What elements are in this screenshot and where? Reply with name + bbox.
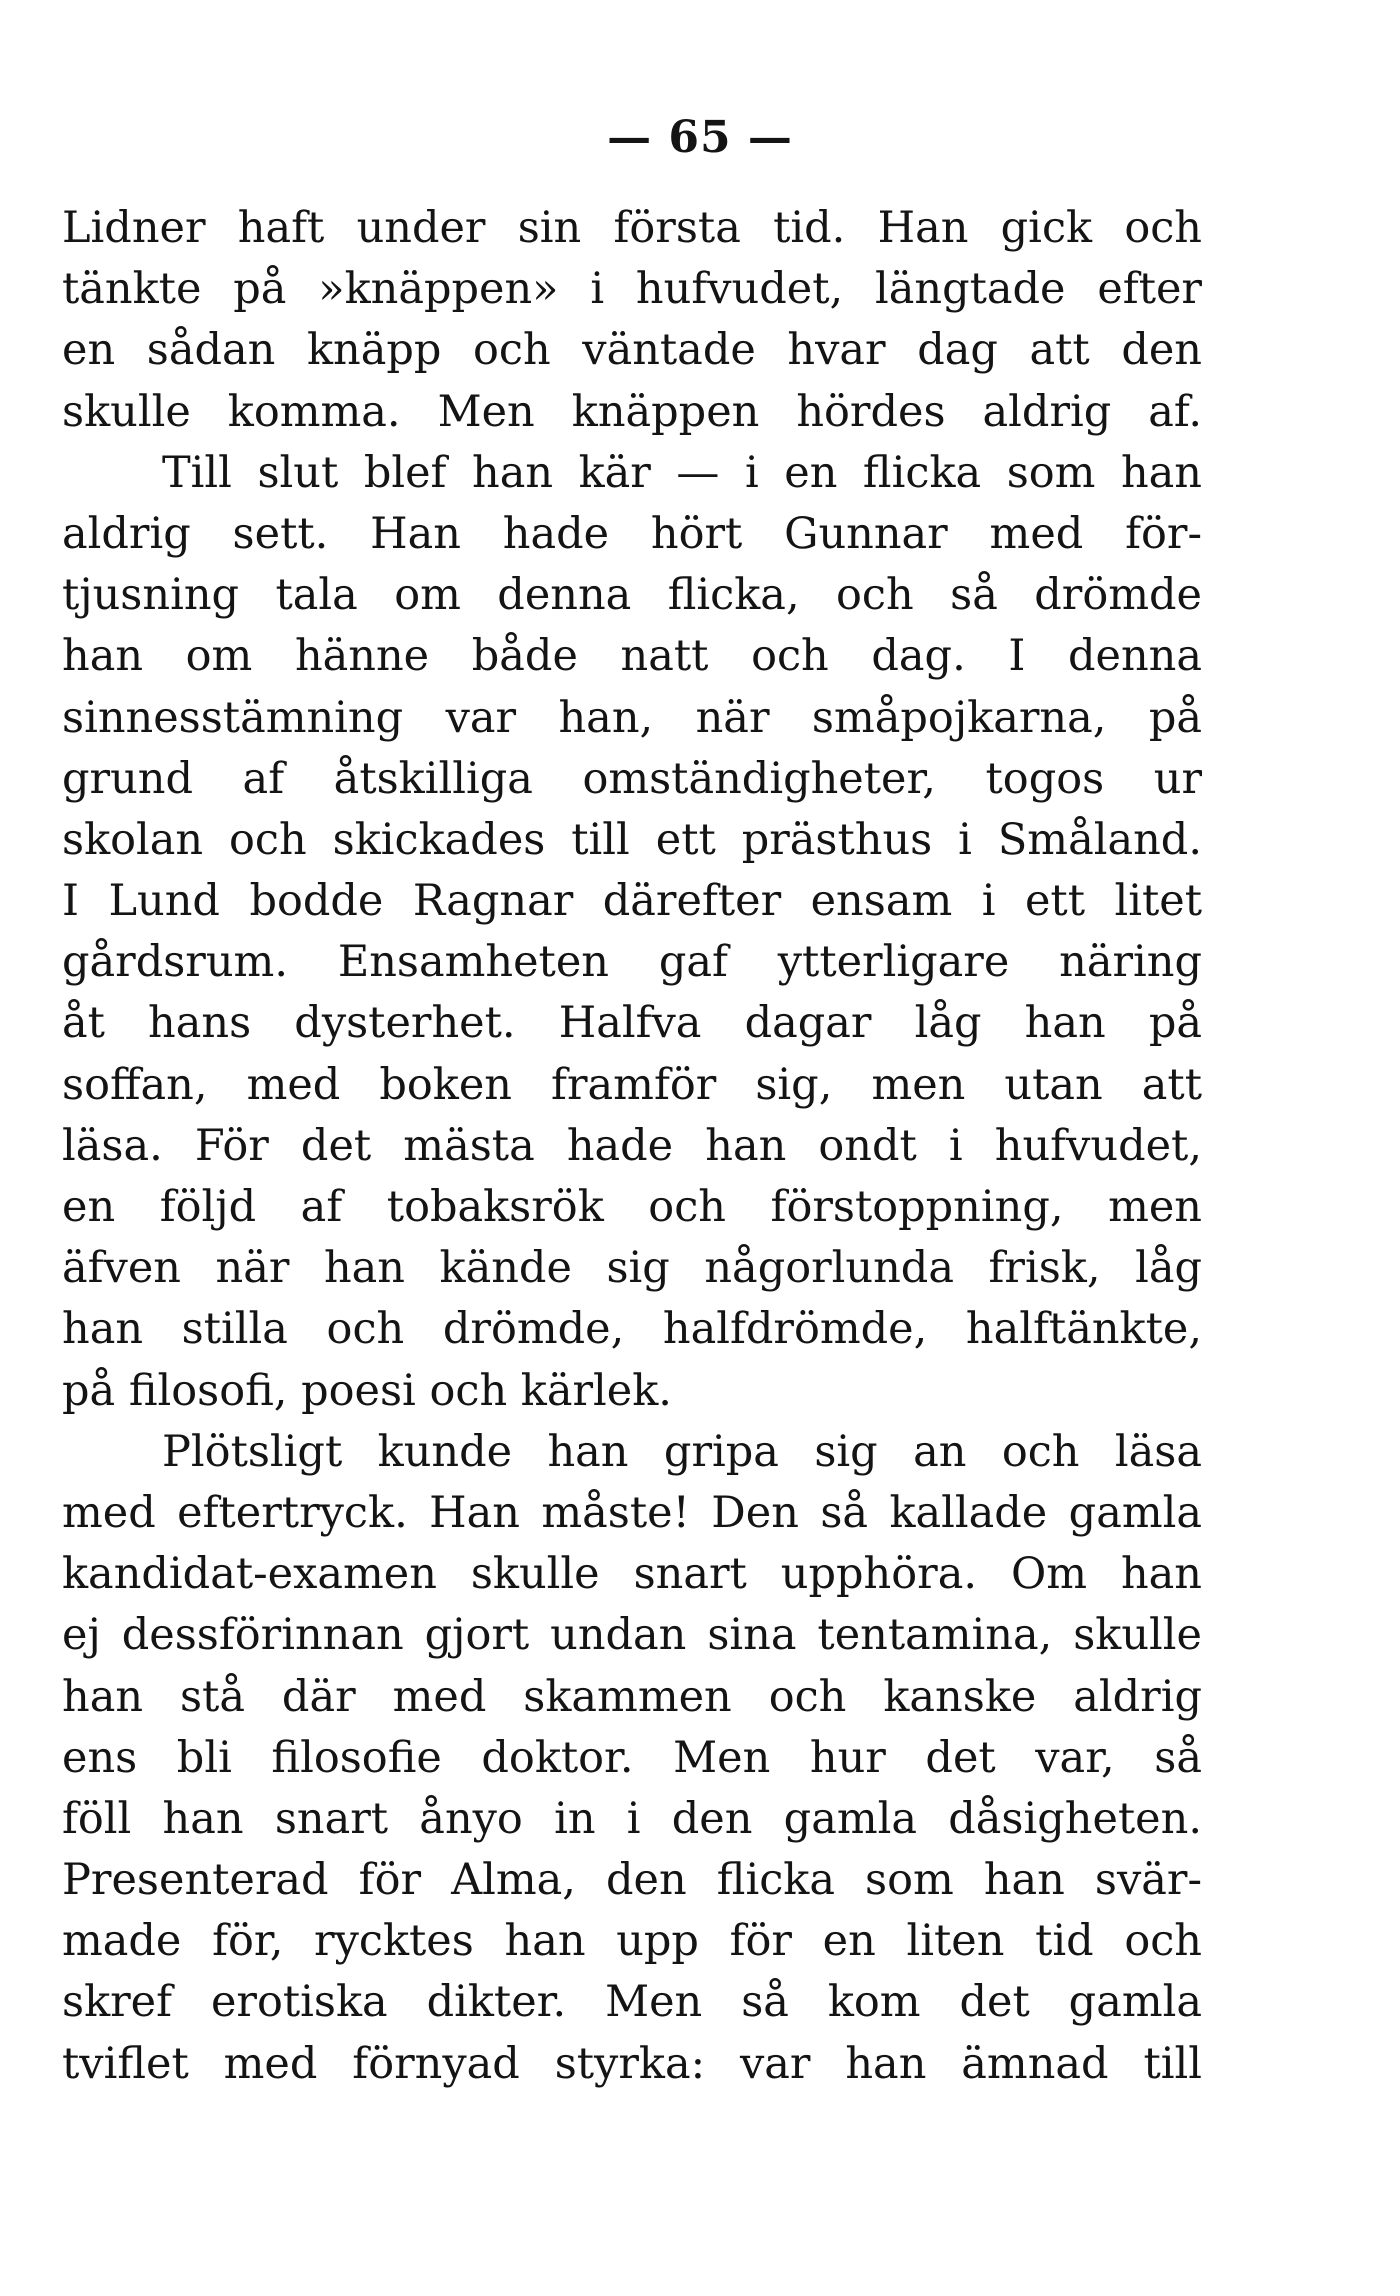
text-line: ej dessförinnan gjort undan sina tentamina, skulle [62, 1610, 1202, 1661]
text-line: han om hänne både natt och dag. I denna [62, 631, 1202, 682]
text-line: med eftertryck. Han måste! Den så kallade gamla [62, 1487, 1202, 1538]
text-line: made för, rycktes han upp för en liten tid och [62, 1916, 1202, 1967]
page-number: — 65 — [607, 112, 793, 163]
text-line: tviflet med förnyad styrka: var han ämnad till [62, 2038, 1202, 2089]
text-line: läsa. För det mästa hade han ondt i hufvudet, [62, 1120, 1202, 1171]
text-line: Presenterad för Alma, den flicka som han svär- [62, 1855, 1202, 1906]
text-line: han stå där med skammen och kanske aldrig [62, 1671, 1202, 1722]
text-line: Till slut blef han kär — i en flicka som han [162, 447, 1202, 498]
text-line: skref erotiska dikter. Men så kom det gamla [62, 1977, 1202, 2028]
text-line: aldrig sett. Han hade hört Gunnar med för- [62, 508, 1202, 559]
text-line: åt hans dysterhet. Halfva dagar låg han på [62, 998, 1202, 1049]
text-line: ens bli filosofie doktor. Men hur det var, så [62, 1732, 1202, 1783]
text-line: skulle komma. Men knäppen hördes aldrig af. [62, 386, 1202, 437]
text-line: skolan och skickades till ett prästhus i Småland. [62, 814, 1202, 865]
text-line: grund af åtskilliga omständigheter, togos ur [62, 753, 1202, 804]
text-line: en följd af tobaksrök och förstoppning, men [62, 1182, 1202, 1232]
text-line: en sådan knäpp och väntade hvar dag att den [62, 325, 1202, 376]
text-line: I Lund bodde Ragnar därefter ensam i ett litet [62, 876, 1202, 927]
text-line: äfven när han kände sig någorlunda frisk, låg [62, 1243, 1202, 1294]
text-line: kandidat-examen skulle snart upphöra. Om han [62, 1549, 1202, 1600]
text-line: soffan, med boken framför sig, men utan att [62, 1059, 1202, 1110]
text-line: sinnesstämning var han, när småpojkarna, på [62, 692, 1202, 743]
body-text [62, 198, 1202, 2095]
text-line: föll han snart ånyo in i den gamla dåsigheten. [62, 1793, 1202, 1844]
text-line: tjusning tala om denna flicka, och så drömde [62, 570, 1202, 621]
text-line: tänkte på »knäppen» i hufvudet, längtade efter [62, 264, 1202, 315]
text-line: han stilla och drömde, halfdrömde, halftänkte, [62, 1304, 1202, 1355]
text-line: på filosofi, poesi och kärlek. [62, 1365, 672, 1416]
text-line: Lidner haft under sin första tid. Han gick och [62, 203, 1202, 253]
text-line: gårdsrum. Ensamheten gaf ytterligare näring [62, 937, 1202, 988]
text-line: Plötsligt kunde han gripa sig an och läsa [162, 1426, 1202, 1477]
